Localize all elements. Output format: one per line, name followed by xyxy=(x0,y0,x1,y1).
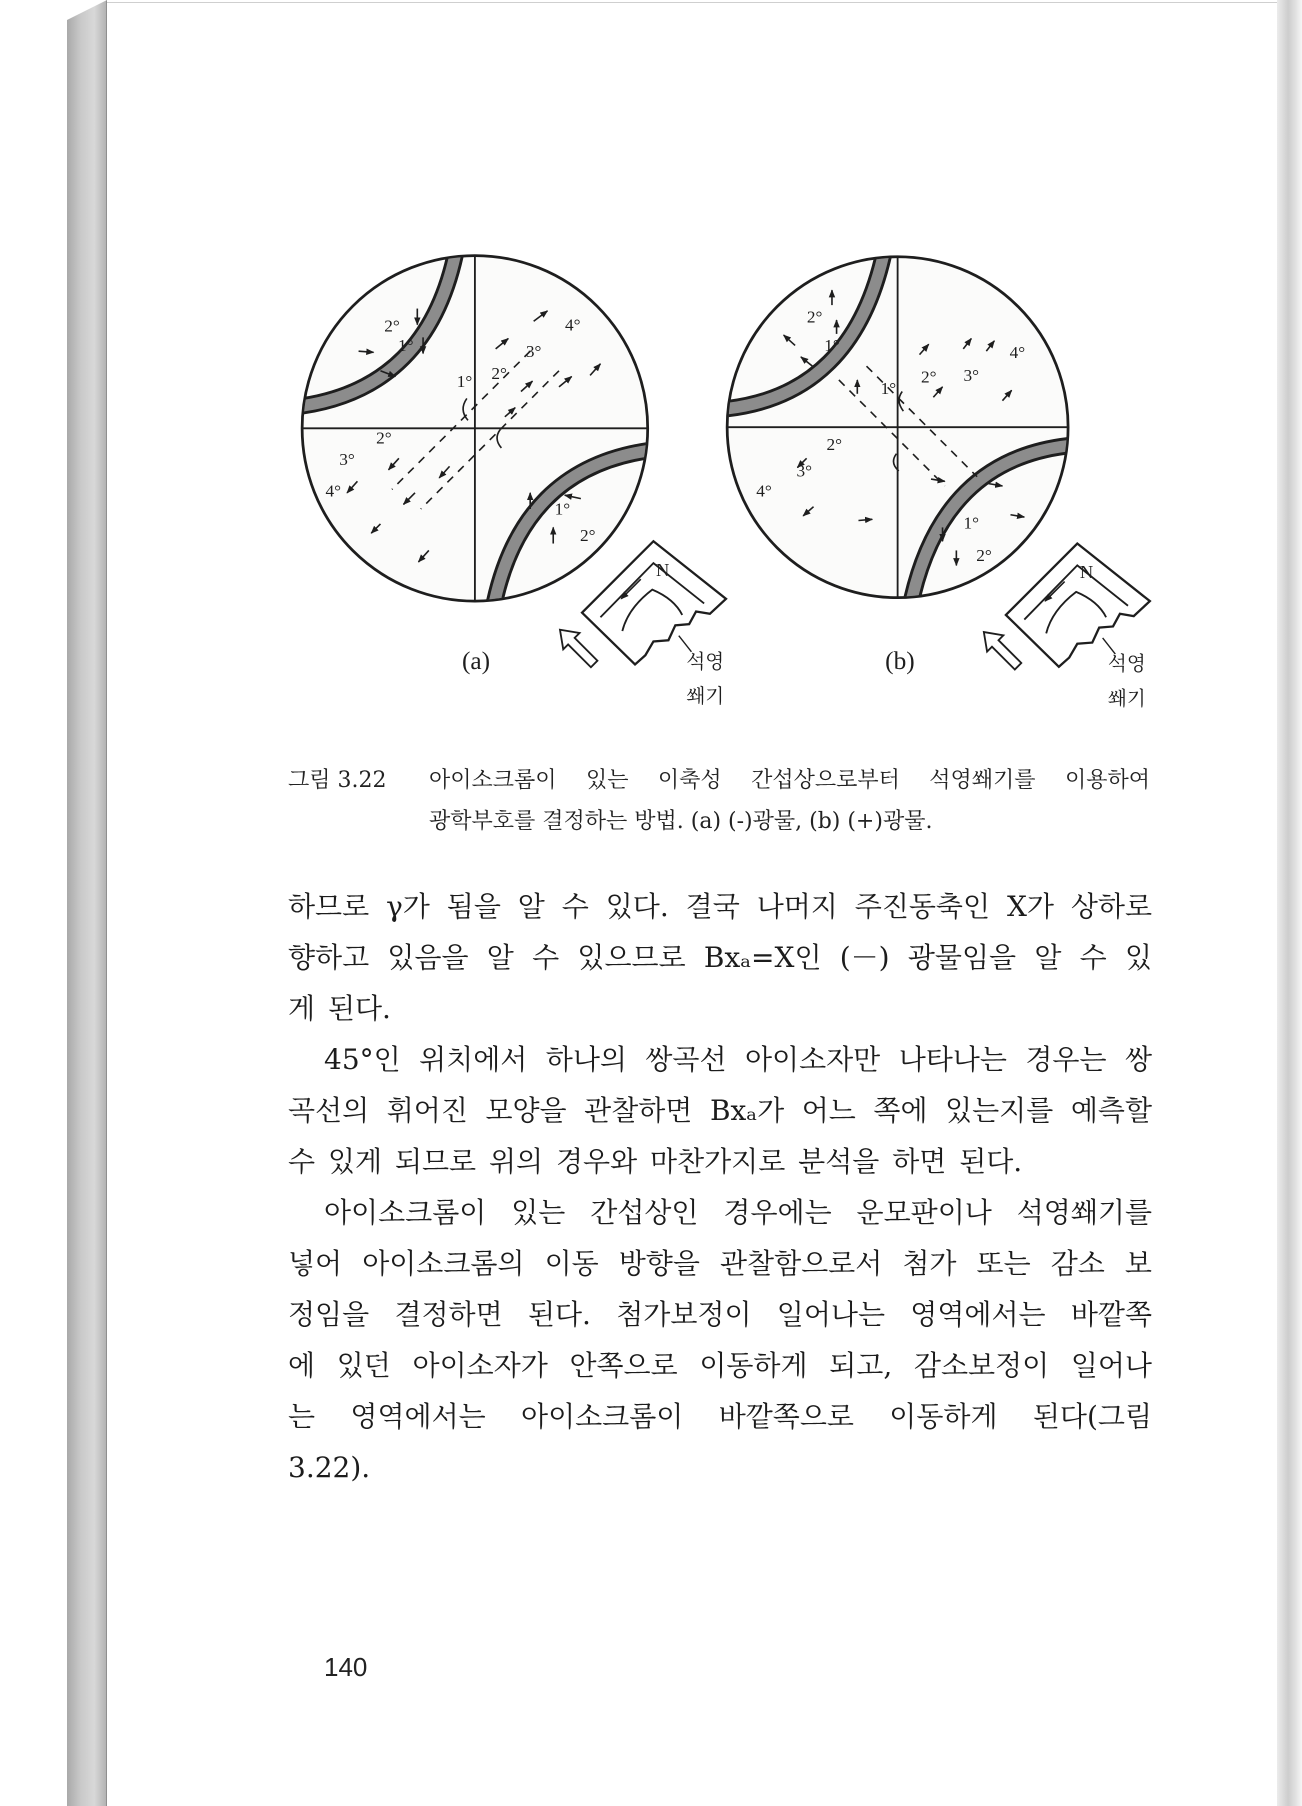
book-page-stack-edge xyxy=(67,0,107,1806)
north-label: N xyxy=(656,559,670,580)
degree-label: 2° xyxy=(806,307,823,327)
text-line: 곡선의 휘어진 모양을 관찰하면 Bxₐ가 어느 쪽에 있는지를 예측할 xyxy=(288,1094,1152,1127)
degree-label: 3° xyxy=(963,366,980,386)
arrow xyxy=(858,519,872,520)
degree-label: 2° xyxy=(491,363,507,383)
degree-label: 2° xyxy=(384,316,400,336)
paragraph xyxy=(288,1187,1152,1493)
text-line: 는 영역에서는 아이소크롬이 바깥쪽으로 이동하게 된다(그림 xyxy=(288,1400,1152,1433)
degree-label: 3° xyxy=(525,341,542,361)
text-line: 아이소크롬이 있는 간섭상인 경우에는 운모판이나 석영쐐기를 xyxy=(324,1196,1152,1229)
body-text xyxy=(288,881,1152,1493)
text-line: 하므로 γ가 됨을 알 수 있다. 결국 나머지 주진동축인 X가 상하로 xyxy=(288,890,1152,923)
degree-label: 2° xyxy=(376,428,392,448)
degree-label: 4° xyxy=(1009,343,1026,363)
insertion-arrow-icon xyxy=(552,622,602,672)
caption-text xyxy=(429,760,1150,842)
arrow xyxy=(359,351,374,352)
label-leader-line xyxy=(1103,638,1116,654)
paragraph xyxy=(288,1034,1152,1187)
degree-label: 2° xyxy=(976,545,992,565)
wedge-label-line: 쐐기 xyxy=(1107,688,1146,710)
panel-label-b: (b) xyxy=(885,647,915,676)
wedge-label-line: 쐐기 xyxy=(686,686,725,708)
panel-label-a: (a) xyxy=(461,647,491,676)
text-line: 45°인 위치에서 하나의 쌍곡선 아이소자만 나타나는 경우는 쌍 xyxy=(324,1043,1152,1076)
label-leader-line xyxy=(679,636,692,652)
caption-number: 그림 3.22 xyxy=(288,768,387,793)
text-line: 정임을 결정하면 된다. 첨가보정이 일어나는 영역에서는 바깥쪽 xyxy=(288,1298,1152,1331)
wedge-label-line: 석영 xyxy=(1107,654,1146,676)
degree-label: 3° xyxy=(796,461,813,481)
degree-label: 1° xyxy=(880,378,897,398)
page-top-edge xyxy=(107,2,1277,3)
degree-label: 1° xyxy=(456,371,473,391)
degree-label: 4° xyxy=(756,481,772,501)
caption-line: 광학부호를 결정하는 방법. (a) (-)광물, (b) (+)광물. xyxy=(429,809,933,834)
degree-label: 4° xyxy=(565,315,581,335)
degree-label: 3° xyxy=(339,450,355,470)
degree-label: 1° xyxy=(963,513,980,533)
text-line: 게 된다. xyxy=(288,992,391,1025)
quartz-wedge-b xyxy=(976,544,1150,710)
insertion-arrow-icon xyxy=(976,624,1026,674)
paragraph xyxy=(288,881,1152,1034)
degree-label: 4° xyxy=(325,481,342,501)
text-line: 에 있던 아이소자가 안쪽으로 이동하게 되고, 감소보정이 일어나 xyxy=(288,1349,1152,1382)
text-line: 수 있게 되므로 위의 경우와 마찬가지로 분석을 하면 된다. xyxy=(288,1145,1023,1178)
text-line: 넣어 아이소크롬의 이동 방향을 관찰함으로서 첨가 또는 감소 보 xyxy=(288,1247,1152,1280)
north-label: N xyxy=(1079,562,1094,583)
page-right-shadow xyxy=(1277,0,1302,1806)
degree-label: 2° xyxy=(826,435,843,455)
caption-line: 아이소크롬이 있는 이축성 간섭상으로부터 석영쐐기를 이용하여 xyxy=(429,768,1150,793)
degree-label: 2° xyxy=(920,367,937,387)
wedge-label-line: 석영 xyxy=(686,651,725,673)
page-number: 140 xyxy=(324,1652,368,1682)
text-line: 향하고 있음을 알 수 있으므로 Bxₐ=X인 (－) 광물임을 알 수 있 xyxy=(288,941,1152,974)
degree-label: 1° xyxy=(554,499,571,519)
degree-label: 1° xyxy=(824,336,840,356)
degree-label: 1° xyxy=(398,336,414,356)
degree-label: 2° xyxy=(580,526,596,546)
figure-3-22 xyxy=(288,236,1164,714)
text-line: 3.22). xyxy=(288,1451,371,1484)
